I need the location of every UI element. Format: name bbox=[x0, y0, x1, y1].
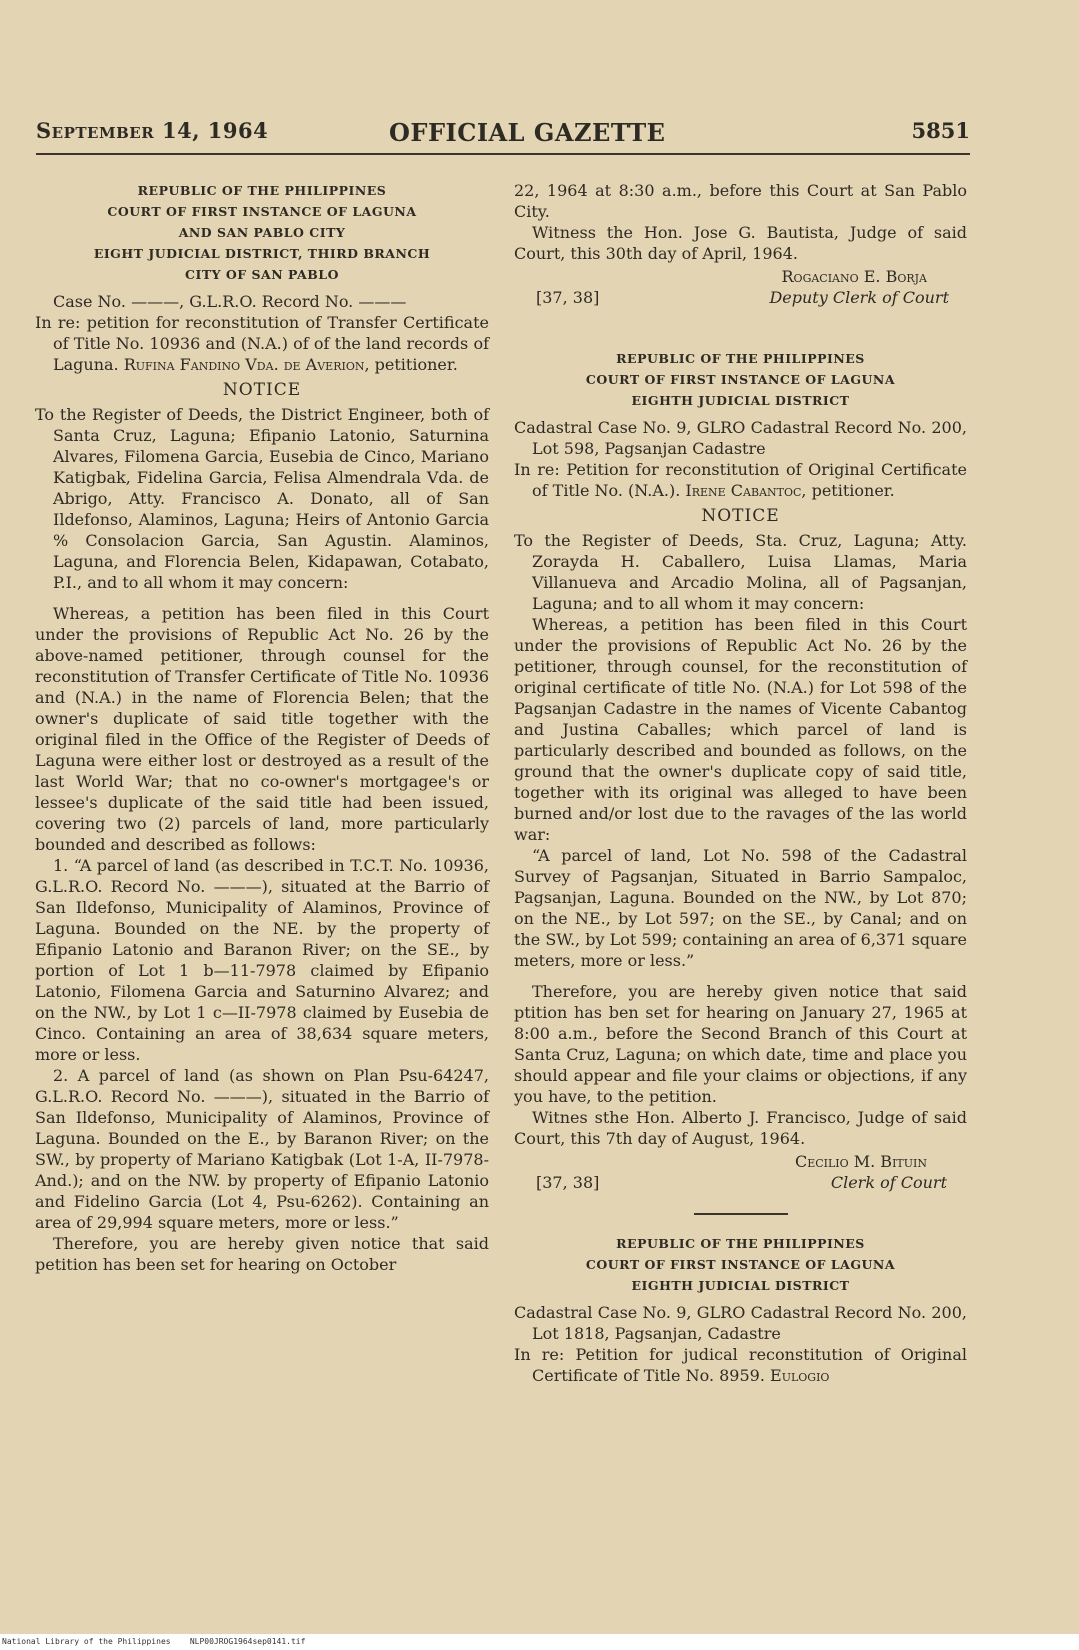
notice2-signature-row bbox=[514, 1172, 967, 1193]
caption-line: EIGHTH JUDICIAL DISTRICT bbox=[631, 393, 850, 408]
caption-line: REPUBLIC OF THE PHILIPPINES bbox=[137, 183, 387, 198]
issue-date: September 14, 1964 bbox=[36, 118, 269, 143]
notice3-case-line: Cadastral Case No. 9, GLRO Cadastral Record No. 200, Lot 1818, Pagsanjan, Cadastre bbox=[514, 1303, 967, 1343]
caption-line: AND SAN PABLO CITY bbox=[178, 225, 346, 240]
notice1-signatory: Rogaciano E. Borja bbox=[781, 267, 927, 286]
in-re-text: In re: Petition for judical reconstitution of Original Certificate of Title No. 8959. bbox=[514, 1345, 967, 1385]
notice2-reference: [37, 38] bbox=[536, 1173, 600, 1192]
left-column bbox=[35, 180, 489, 1275]
petitioner-name: Rufina Fandino Vda. de Averion bbox=[123, 355, 365, 374]
notice1-parcel-2: 2. A parcel of land (as shown on Plan Psu-64247, G.L.R.O. Record No. ———), situated in the Barrio of San Ildefonso, Municipality of Alaminos, Province of Laguna. Bounded on the E., by Baranon River; on the SW., by property of Mariano Katigbak (Lot 1-A, II-7978-And.); and on the NW. by property of Efipanio Latonio and Fidelino Garcia (Lot 4, Psu-6262). Containing an area of 29,994 square meters, more or less.” bbox=[35, 1066, 489, 1232]
footer-source: National Library of the Philippines bbox=[2, 1637, 171, 1646]
notice2-caption bbox=[514, 348, 967, 411]
notice1-whereas: Whereas, a petition has been filed in this Court under the provisions of Republic Act No. 26 by the above-named petitioner, through counsel for the reconstitution of Transfer Certificate of Title No. 10936 and (N.A.) in the name of Florencia Belen; that the owner's duplicate of said title together with the original filed in the Office of the Register of Deeds of Laguna were either lost or destroyed as a result of the last World War; that no co-owner's mortgagee's or lessee's duplicate of the said title had been issued, covering two (2) parcels of land, more particularly bounded and described as follows: bbox=[35, 604, 489, 854]
notice1-signatory-title: Deputy Clerk of Court bbox=[769, 288, 949, 307]
notice1-caption bbox=[35, 180, 489, 285]
notice2-whereas: Whereas, a petition has been filed in this Court under the provisions of Republic Act No. 26 by the petitioner, through counsel, for the reconstitution of original certificate of title No. (N.A.) for Lot 598 of the Pagsanjan Cadastre in the names of Vicente Cabantog and Justina Caballes; which parcel of land is particularly described and bounded as follows, on the ground that the owner's duplicate copy of said title, together with its original was alleged to have been burned and/or lost due to the ravages of the las world war: bbox=[514, 615, 967, 844]
caption-line: COURT OF FIRST INSTANCE OF LAGUNA bbox=[107, 204, 417, 219]
scan-footer bbox=[0, 1634, 1079, 1650]
footer-file: NLP00JROG1964sep0141.tif bbox=[189, 1637, 306, 1646]
petitioner-name: Irene Cabantoc bbox=[685, 481, 802, 500]
in-re-text: In re: petition for reconstitution of Transfer Certificate of Title No. 10936 and (N.A.) of of the land records of Laguna. bbox=[35, 313, 489, 374]
petitioner-name: Eulogio bbox=[770, 1366, 830, 1385]
caption-line: EIGHT JUDICIAL DISTRICT, THIRD BRANCH bbox=[93, 246, 431, 261]
notice2-therefore: Therefore, you are hereby given notice that said ptition has ben set for hearing on January 27, 1965 at 8:00 a.m., before the Second Branch of this Court at Santa Cruz, Laguna; on which date, time and place you should appear and file your claims or objections, if any you have, to the petition. bbox=[514, 982, 967, 1106]
notice1-heading: NOTICE bbox=[222, 380, 302, 400]
notice3-in-re bbox=[514, 1344, 967, 1386]
notice1-parcel-1: 1. “A parcel of land (as described in T.C.T. No. 10936, G.L.R.O. Record No. ———), situated at the Barrio of San Ildefonso, Municipality of Alaminos, Province of Laguna. Bounded on the NE. by the property of Efipanio Latonio and Baranon River; on the SE., by portion of Lot 1 b—11-7978 claimed by Efipanio Latonio, Filomena Garcia and Saturnino Alvarez; and on the NW., by Lot 1 c—II-7978 claimed by Eusebia de Cinco. Containing an area of 38,634 square meters, more or less. bbox=[35, 856, 489, 1064]
caption-line: COURT OF FIRST INSTANCE OF LAGUNA bbox=[585, 372, 896, 387]
petitioner-suffix: , petitioner. bbox=[801, 481, 895, 500]
page-header bbox=[36, 118, 970, 148]
notice1-in-re bbox=[35, 312, 489, 375]
notice1-case-line: Case No. ———, G.L.R.O. Record No. ——— bbox=[53, 292, 407, 311]
section-divider bbox=[694, 1213, 788, 1215]
notice1-witness: Witness the Hon. Jose G. Bautista, Judge of said Court, this 30th day of April, 1964. bbox=[514, 223, 967, 263]
caption-line: EIGHTH JUDICIAL DISTRICT bbox=[631, 1278, 850, 1293]
notice2-witness: Witnes sthe Hon. Alberto J. Francisco, Judge of said Court, this 7th day of August, 1964. bbox=[514, 1108, 967, 1148]
notice2-case-line: Cadastral Case No. 9, GLRO Cadastral Record No. 200, Lot 598, Pagsanjan Cadastre bbox=[514, 418, 967, 458]
caption-line: COURT OF FIRST INSTANCE OF LAGUNA bbox=[585, 1257, 896, 1272]
caption-line: CITY OF SAN PABLO bbox=[185, 267, 339, 282]
notice1-addressees: To the Register of Deeds, the District Engineer, both of Santa Cruz, Laguna; Efipanio Latonio, Saturnina Alvares, Filomena Garcia, Eusebia de Cinco, Mariano Katigbak, Fidelina Garcia, Felisa Almendrala Vda. de Abrigo, Atty. Francisco A. Donato, all of San Ildefonso, Alaminos, Laguna; Heirs of Antonio Garcia % Consolacion Garcia, San Agustin. Alaminos, Laguna, and Florencia Belen, Kidapawan, Cotabato, P.I., and to all whom it may concern: bbox=[35, 405, 489, 592]
publication-title: OFFICIAL GAZETTE bbox=[389, 118, 666, 147]
notice1-therefore: Therefore, you are hereby given notice that said petition has been set for hearing on October bbox=[35, 1234, 489, 1274]
notice2-parcel: “A parcel of land, Lot No. 598 of the Cadastral Survey of Pagsanjan, Situated in Barrio Sampaloc, Pagsanjan, Laguna. Bounded on the NW., by Lot 870; on the NE., by Lot 597; on the SE., by Canal; and on the SW., by Lot 599; containing an area of 6,371 square meters, more or less.” bbox=[514, 846, 967, 970]
in-re-text: In re: Petition for reconstitution of Original Certificate of Title No. (N.A.). bbox=[514, 460, 967, 500]
petitioner-suffix: , petitioner. bbox=[364, 355, 458, 374]
notice1-reference: [37, 38] bbox=[536, 288, 600, 307]
caption-line: REPUBLIC OF THE PHILIPPINES bbox=[616, 351, 865, 366]
notice2-in-re bbox=[514, 459, 967, 501]
notice2-signatory-title: Clerk of Court bbox=[830, 1173, 947, 1192]
notice3-caption bbox=[514, 1233, 967, 1296]
right-column bbox=[514, 180, 967, 1386]
notice2-heading: NOTICE bbox=[701, 506, 780, 526]
caption-line: REPUBLIC OF THE PHILIPPINES bbox=[616, 1236, 865, 1251]
notice2-addressees: To the Register of Deeds, Sta. Cruz, Laguna; Atty. Zorayda H. Caballero, Luisa Llamas, Maria Villanueva and Arcadio Molina, all of Pagsanjan, Laguna; and to all whom it may concern: bbox=[514, 531, 967, 613]
header-rule bbox=[36, 153, 970, 155]
notice1-signature-row bbox=[514, 287, 967, 308]
notice1-therefore-continued: 22, 1964 at 8:30 a.m., before this Court at San Pablo City. bbox=[514, 181, 967, 221]
notice2-signatory: Cecilio M. Bituin bbox=[794, 1152, 927, 1171]
page-number: 5851 bbox=[911, 118, 970, 143]
